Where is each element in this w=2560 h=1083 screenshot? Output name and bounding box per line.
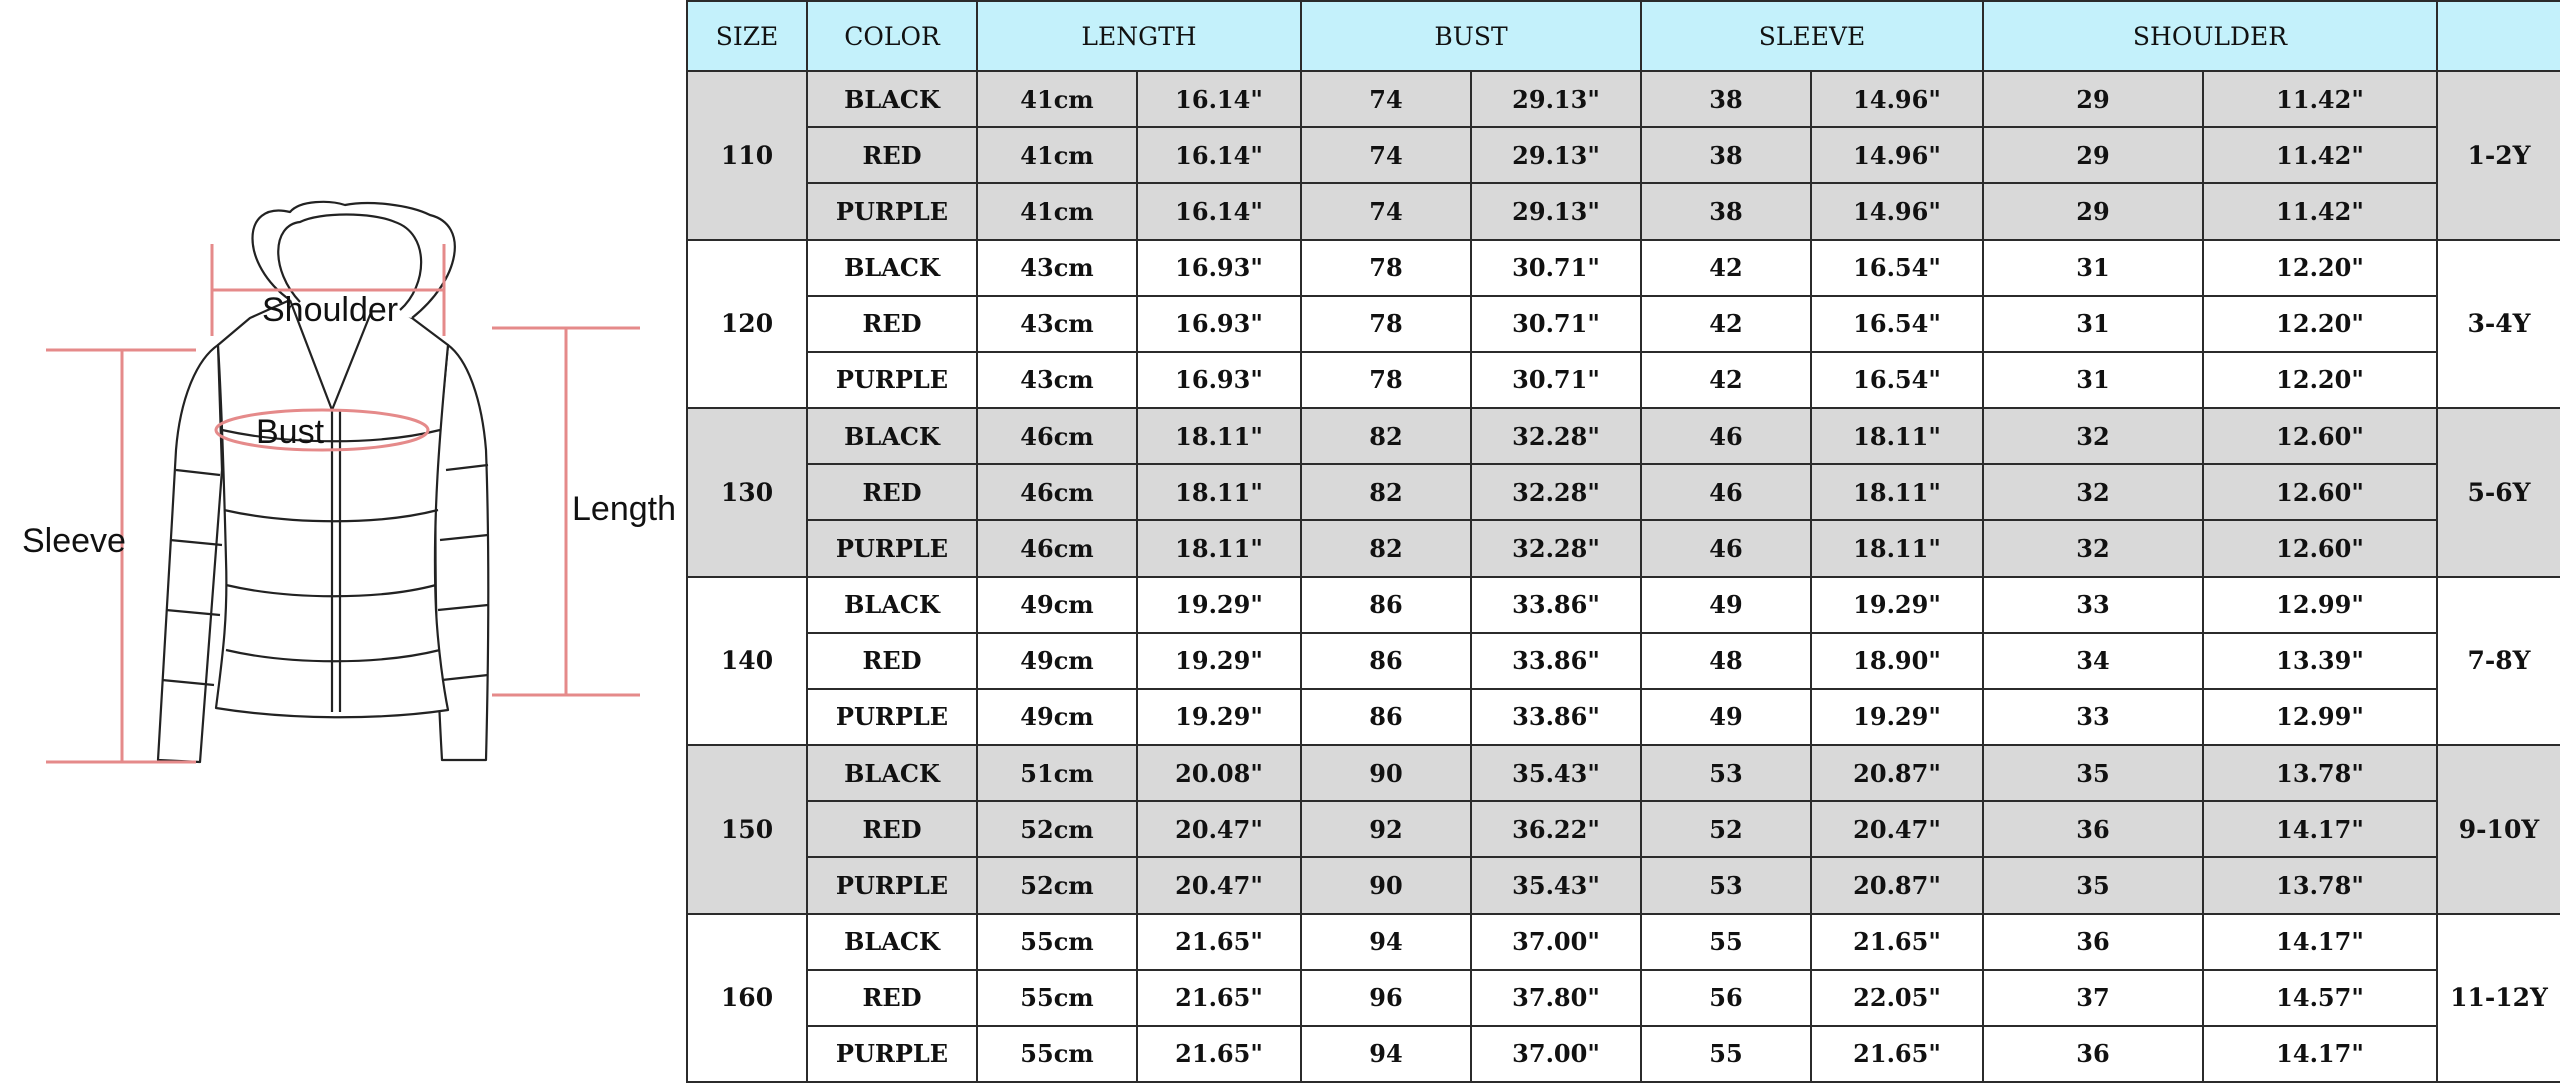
sleeve-in-cell: 19.29": [1811, 689, 1983, 745]
shoulder-cm-cell: 32: [1983, 520, 2203, 576]
sleeve-in-cell: 20.47": [1811, 801, 1983, 857]
shoulder-cm-cell: 33: [1983, 689, 2203, 745]
shoulder-cm-cell: 31: [1983, 296, 2203, 352]
sleeve-cm-cell: 53: [1641, 857, 1811, 913]
sleeve-cm-cell: 46: [1641, 464, 1811, 520]
bust-cm-cell: 78: [1301, 352, 1471, 408]
color-cell: PURPLE: [807, 520, 977, 576]
bust-in-cell: 35.43": [1471, 857, 1641, 913]
age-cell: 1-2Y: [2437, 71, 2560, 240]
sleeve-cm-cell: 48: [1641, 633, 1811, 689]
shoulder-cm-cell: 32: [1983, 464, 2203, 520]
table-row: [687, 183, 2560, 239]
sleeve-label: Sleeve: [22, 522, 126, 560]
sleeve-in-cell: 21.65": [1811, 1026, 1983, 1082]
sleeve-cm-cell: 55: [1641, 1026, 1811, 1082]
table-row: [687, 857, 2560, 913]
sleeve-cm-cell: 46: [1641, 520, 1811, 576]
bust-cm-cell: 74: [1301, 127, 1471, 183]
color-cell: PURPLE: [807, 352, 977, 408]
table-row: [687, 970, 2560, 1026]
sleeve-in-cell: 20.87": [1811, 857, 1983, 913]
shoulder-in-cell: 12.20": [2203, 352, 2437, 408]
color-cell: RED: [807, 296, 977, 352]
shoulder-in-cell: 12.60": [2203, 464, 2437, 520]
sleeve-cm-cell: 52: [1641, 801, 1811, 857]
shoulder-cm-cell: 36: [1983, 1026, 2203, 1082]
length-cm-cell: 41cm: [977, 183, 1137, 239]
shoulder-label: Shoulder: [262, 291, 399, 329]
shoulder-cm-cell: 36: [1983, 914, 2203, 970]
table-row: [687, 464, 2560, 520]
sleeve-in-cell: 18.90": [1811, 633, 1983, 689]
bust-cm-cell: 74: [1301, 183, 1471, 239]
size-group-120: [687, 240, 2560, 409]
length-cm-cell: 51cm: [977, 745, 1137, 801]
sleeve-cm-cell: 38: [1641, 127, 1811, 183]
bust-in-cell: 37.00": [1471, 914, 1641, 970]
table-row: [687, 1026, 2560, 1082]
sleeve-in-cell: 14.96": [1811, 127, 1983, 183]
shoulder-in-cell: 14.57": [2203, 970, 2437, 1026]
sleeve-cm-cell: 49: [1641, 577, 1811, 633]
length-cm-cell: 55cm: [977, 970, 1137, 1026]
header-sleeve: SLEEVE: [1641, 1, 1983, 71]
color-cell: RED: [807, 801, 977, 857]
sleeve-cm-cell: 56: [1641, 970, 1811, 1026]
sleeve-in-cell: 16.54": [1811, 352, 1983, 408]
bust-in-cell: 30.71": [1471, 352, 1641, 408]
bust-cm-cell: 78: [1301, 296, 1471, 352]
length-cm-cell: 52cm: [977, 857, 1137, 913]
table-row: [687, 408, 2560, 464]
bust-in-cell: 32.28": [1471, 464, 1641, 520]
bust-in-cell: 37.00": [1471, 1026, 1641, 1082]
table-row: [687, 127, 2560, 183]
bust-in-cell: 32.28": [1471, 520, 1641, 576]
size-group-130: [687, 408, 2560, 577]
age-cell: 9-10Y: [2437, 745, 2560, 914]
sleeve-in-cell: 19.29": [1811, 577, 1983, 633]
bust-cm-cell: 90: [1301, 745, 1471, 801]
table-row: [687, 633, 2560, 689]
age-cell: 3-4Y: [2437, 240, 2560, 409]
bust-cm-cell: 96: [1301, 970, 1471, 1026]
shoulder-in-cell: 12.20": [2203, 240, 2437, 296]
bust-cm-cell: 86: [1301, 577, 1471, 633]
length-cm-cell: 52cm: [977, 801, 1137, 857]
shoulder-in-cell: 14.17": [2203, 914, 2437, 970]
bust-in-cell: 37.80": [1471, 970, 1641, 1026]
sleeve-cm-cell: 42: [1641, 352, 1811, 408]
length-cm-cell: 43cm: [977, 352, 1137, 408]
shoulder-cm-cell: 37: [1983, 970, 2203, 1026]
length-cm-cell: 46cm: [977, 464, 1137, 520]
table-row: [687, 352, 2560, 408]
bust-in-cell: 32.28": [1471, 408, 1641, 464]
size-chart-table: [686, 0, 2560, 1083]
shoulder-in-cell: 13.78": [2203, 745, 2437, 801]
sleeve-cm-cell: 46: [1641, 408, 1811, 464]
size-cell: 140: [687, 577, 807, 746]
length-in-cell: 20.47": [1137, 801, 1301, 857]
shoulder-in-cell: 14.17": [2203, 1026, 2437, 1082]
sleeve-in-cell: 18.11": [1811, 464, 1983, 520]
length-cm-cell: 46cm: [977, 408, 1137, 464]
shoulder-cm-cell: 35: [1983, 857, 2203, 913]
table-row: [687, 71, 2560, 127]
length-in-cell: 18.11": [1137, 408, 1301, 464]
color-cell: RED: [807, 127, 977, 183]
header-size: SIZE: [687, 1, 807, 71]
size-group-110: [687, 71, 2560, 240]
shoulder-cm-cell: 35: [1983, 745, 2203, 801]
bust-cm-cell: 90: [1301, 857, 1471, 913]
bust-in-cell: 29.13": [1471, 183, 1641, 239]
length-cm-cell: 55cm: [977, 914, 1137, 970]
length-in-cell: 19.29": [1137, 689, 1301, 745]
sleeve-in-cell: 16.54": [1811, 240, 1983, 296]
length-in-cell: 16.93": [1137, 240, 1301, 296]
sleeve-cm-cell: 55: [1641, 914, 1811, 970]
bust-cm-cell: 86: [1301, 689, 1471, 745]
sleeve-in-cell: 14.96": [1811, 71, 1983, 127]
length-in-cell: 18.11": [1137, 464, 1301, 520]
bust-cm-cell: 82: [1301, 408, 1471, 464]
sleeve-in-cell: 14.96": [1811, 183, 1983, 239]
length-cm-cell: 41cm: [977, 127, 1137, 183]
shoulder-cm-cell: 31: [1983, 240, 2203, 296]
bust-cm-cell: 86: [1301, 633, 1471, 689]
shoulder-in-cell: 11.42": [2203, 127, 2437, 183]
length-cm-cell: 43cm: [977, 240, 1137, 296]
length-in-cell: 16.93": [1137, 352, 1301, 408]
bust-in-cell: 33.86": [1471, 577, 1641, 633]
age-cell: 11-12Y: [2437, 914, 2560, 1083]
bust-label: Bust: [256, 413, 325, 451]
shoulder-in-cell: 12.99": [2203, 689, 2437, 745]
bust-in-cell: 36.22": [1471, 801, 1641, 857]
color-cell: RED: [807, 464, 977, 520]
color-cell: BLACK: [807, 408, 977, 464]
size-group-150: [687, 745, 2560, 914]
bust-cm-cell: 78: [1301, 240, 1471, 296]
shoulder-cm-cell: 33: [1983, 577, 2203, 633]
length-label: Length: [572, 490, 676, 528]
header-length: LENGTH: [977, 1, 1301, 71]
bust-cm-cell: 74: [1301, 71, 1471, 127]
sleeve-cm-cell: 53: [1641, 745, 1811, 801]
length-in-cell: 21.65": [1137, 914, 1301, 970]
shoulder-cm-cell: 29: [1983, 71, 2203, 127]
table-row: [687, 914, 2560, 970]
bust-cm-cell: 82: [1301, 464, 1471, 520]
table-row: [687, 296, 2560, 352]
table-row: [687, 689, 2560, 745]
table-header-row: [687, 1, 2560, 71]
shoulder-cm-cell: 32: [1983, 408, 2203, 464]
shoulder-in-cell: 13.39": [2203, 633, 2437, 689]
age-cell: 7-8Y: [2437, 577, 2560, 746]
length-cm-cell: 49cm: [977, 689, 1137, 745]
sleeve-in-cell: 21.65": [1811, 914, 1983, 970]
sleeve-in-cell: 16.54": [1811, 296, 1983, 352]
shoulder-cm-cell: 29: [1983, 183, 2203, 239]
shoulder-in-cell: 11.42": [2203, 183, 2437, 239]
shoulder-in-cell: 12.99": [2203, 577, 2437, 633]
sleeve-cm-cell: 49: [1641, 689, 1811, 745]
bust-cm-cell: 94: [1301, 1026, 1471, 1082]
sleeve-in-cell: 18.11": [1811, 520, 1983, 576]
jacket-outline: [158, 202, 488, 762]
size-cell: 160: [687, 914, 807, 1083]
header-age: [2437, 1, 2560, 71]
length-cm-cell: 49cm: [977, 633, 1137, 689]
length-in-cell: 16.14": [1137, 127, 1301, 183]
size-cell: 120: [687, 240, 807, 409]
sleeve-in-cell: 20.87": [1811, 745, 1983, 801]
length-in-cell: 19.29": [1137, 633, 1301, 689]
size-group-160: [687, 914, 2560, 1083]
color-cell: BLACK: [807, 240, 977, 296]
bust-in-cell: 30.71": [1471, 296, 1641, 352]
color-cell: PURPLE: [807, 1026, 977, 1082]
color-cell: BLACK: [807, 577, 977, 633]
length-in-cell: 16.93": [1137, 296, 1301, 352]
sleeve-in-cell: 22.05": [1811, 970, 1983, 1026]
bust-in-cell: 33.86": [1471, 633, 1641, 689]
sleeve-cm-cell: 38: [1641, 71, 1811, 127]
size-cell: 150: [687, 745, 807, 914]
header-color: COLOR: [807, 1, 977, 71]
bust-in-cell: 35.43": [1471, 745, 1641, 801]
length-cm-cell: 43cm: [977, 296, 1137, 352]
table-row: [687, 745, 2560, 801]
table-row: [687, 801, 2560, 857]
color-cell: RED: [807, 970, 977, 1026]
table-row: [687, 577, 2560, 633]
header-bust: BUST: [1301, 1, 1641, 71]
bust-in-cell: 29.13": [1471, 127, 1641, 183]
shoulder-cm-cell: 34: [1983, 633, 2203, 689]
length-cm-cell: 49cm: [977, 577, 1137, 633]
color-cell: PURPLE: [807, 689, 977, 745]
size-group-140: [687, 577, 2560, 746]
bust-in-cell: 29.13": [1471, 71, 1641, 127]
bust-in-cell: 30.71": [1471, 240, 1641, 296]
size-cell: 110: [687, 71, 807, 240]
bust-cm-cell: 82: [1301, 520, 1471, 576]
shoulder-in-cell: 13.78": [2203, 857, 2437, 913]
length-in-cell: 16.14": [1137, 183, 1301, 239]
sleeve-cm-cell: 38: [1641, 183, 1811, 239]
color-cell: BLACK: [807, 745, 977, 801]
length-in-cell: 21.65": [1137, 970, 1301, 1026]
color-cell: RED: [807, 633, 977, 689]
shoulder-in-cell: 12.60": [2203, 408, 2437, 464]
shoulder-in-cell: 12.20": [2203, 296, 2437, 352]
shoulder-in-cell: 11.42": [2203, 71, 2437, 127]
length-cm-cell: 41cm: [977, 71, 1137, 127]
length-in-cell: 18.11": [1137, 520, 1301, 576]
bust-in-cell: 33.86": [1471, 689, 1641, 745]
length-cm-cell: 55cm: [977, 1026, 1137, 1082]
header-shoulder: SHOULDER: [1983, 1, 2437, 71]
table-row: [687, 520, 2560, 576]
color-cell: BLACK: [807, 914, 977, 970]
age-cell: 5-6Y: [2437, 408, 2560, 577]
sleeve-in-cell: 18.11": [1811, 408, 1983, 464]
color-cell: PURPLE: [807, 857, 977, 913]
shoulder-in-cell: 14.17": [2203, 801, 2437, 857]
length-in-cell: 20.47": [1137, 857, 1301, 913]
shoulder-in-cell: 12.60": [2203, 520, 2437, 576]
sleeve-cm-cell: 42: [1641, 240, 1811, 296]
shoulder-cm-cell: 31: [1983, 352, 2203, 408]
size-cell: 130: [687, 408, 807, 577]
length-in-cell: 20.08": [1137, 745, 1301, 801]
jacket-measurement-diagram: [0, 0, 686, 1083]
table-row: [687, 240, 2560, 296]
shoulder-cm-cell: 36: [1983, 801, 2203, 857]
length-in-cell: 16.14": [1137, 71, 1301, 127]
bust-cm-cell: 94: [1301, 914, 1471, 970]
sleeve-cm-cell: 42: [1641, 296, 1811, 352]
color-cell: PURPLE: [807, 183, 977, 239]
length-in-cell: 21.65": [1137, 1026, 1301, 1082]
shoulder-cm-cell: 29: [1983, 127, 2203, 183]
length-in-cell: 19.29": [1137, 577, 1301, 633]
bust-cm-cell: 92: [1301, 801, 1471, 857]
color-cell: BLACK: [807, 71, 977, 127]
length-cm-cell: 46cm: [977, 520, 1137, 576]
